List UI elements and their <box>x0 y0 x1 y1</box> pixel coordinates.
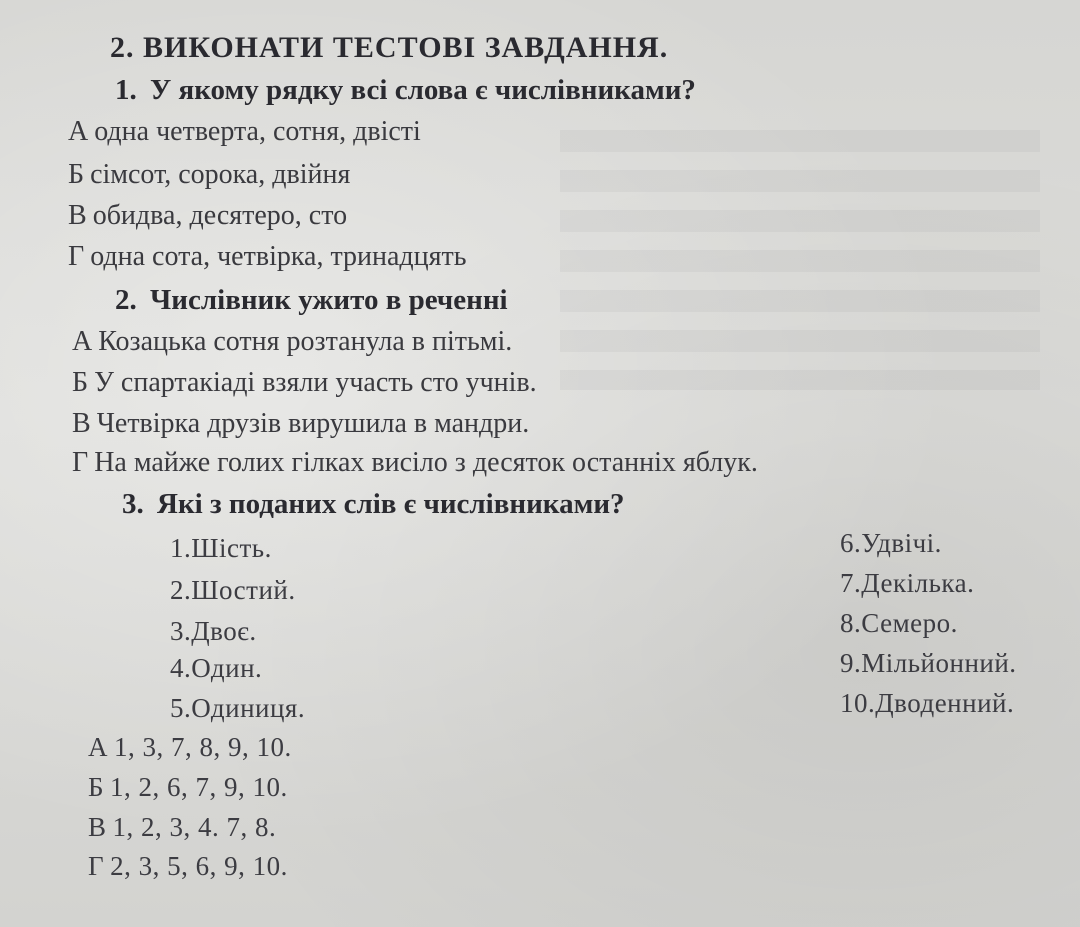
question-3-option-b: Б 1, 2, 6, 7, 9, 10. <box>88 772 288 802</box>
question-2-option-c: В Четвірка друзів вирушила в мандри. <box>72 408 530 439</box>
question-1-option-d: Г одна сота, четвірка, тринадцять <box>68 241 467 272</box>
word-3: 3.Двоє. <box>170 616 257 646</box>
word-6: 6.Удвічі. <box>840 528 942 558</box>
question-3-text: Які з поданих слів є числівниками? <box>157 488 625 520</box>
question-2-text: Числівник ужито в реченні <box>150 284 508 316</box>
bleed-through-shadow <box>560 130 1040 390</box>
question-1-heading <box>115 76 696 105</box>
question-3-option-c: В 1, 2, 3, 4. 7, 8. <box>88 812 277 842</box>
question-2-heading <box>115 286 508 315</box>
question-1-option-c: В обидва, десятеро, сто <box>68 200 348 231</box>
question-3-option-a: А 1, 3, 7, 8, 9, 10. <box>88 732 292 762</box>
word-7: 7.Декілька. <box>840 568 975 598</box>
question-1-text: У якому рядку всі слова є числівниками? <box>150 74 696 106</box>
question-2-option-a: А Козацька сотня розтанула в пітьмі. <box>72 326 513 357</box>
question-2-option-b: Б У спартакіаді взяли участь сто учнів. <box>72 367 537 398</box>
word-4: 4.Один. <box>170 653 263 683</box>
section-title <box>110 33 668 63</box>
word-1: 1.Шість. <box>170 533 272 563</box>
question-1-option-a: А одна четверта, сотня, двісті <box>68 116 421 147</box>
question-3-heading <box>122 490 625 519</box>
question-3-option-d: Г 2, 3, 5, 6, 9, 10. <box>88 851 288 881</box>
word-2: 2.Шостий. <box>170 575 296 605</box>
question-3-number: 3. <box>122 488 144 520</box>
word-10: 10.Дводенний. <box>840 688 1015 718</box>
word-8: 8.Семеро. <box>840 608 958 638</box>
word-5: 5.Одиниця. <box>170 693 306 723</box>
question-2-option-d: Г На майже голих гілках висіло з десяток останніх яблук. <box>72 447 758 478</box>
question-1-option-b: Б сімсот, сорока, двійня <box>68 159 351 190</box>
word-9: 9.Мільйонний. <box>840 648 1017 678</box>
question-1-number: 1. <box>115 74 137 106</box>
section-title-text: ВИКОНАТИ ТЕСТОВІ ЗАВДАННЯ. <box>143 31 669 64</box>
question-2-number: 2. <box>115 284 137 316</box>
section-number: 2. <box>110 31 135 64</box>
